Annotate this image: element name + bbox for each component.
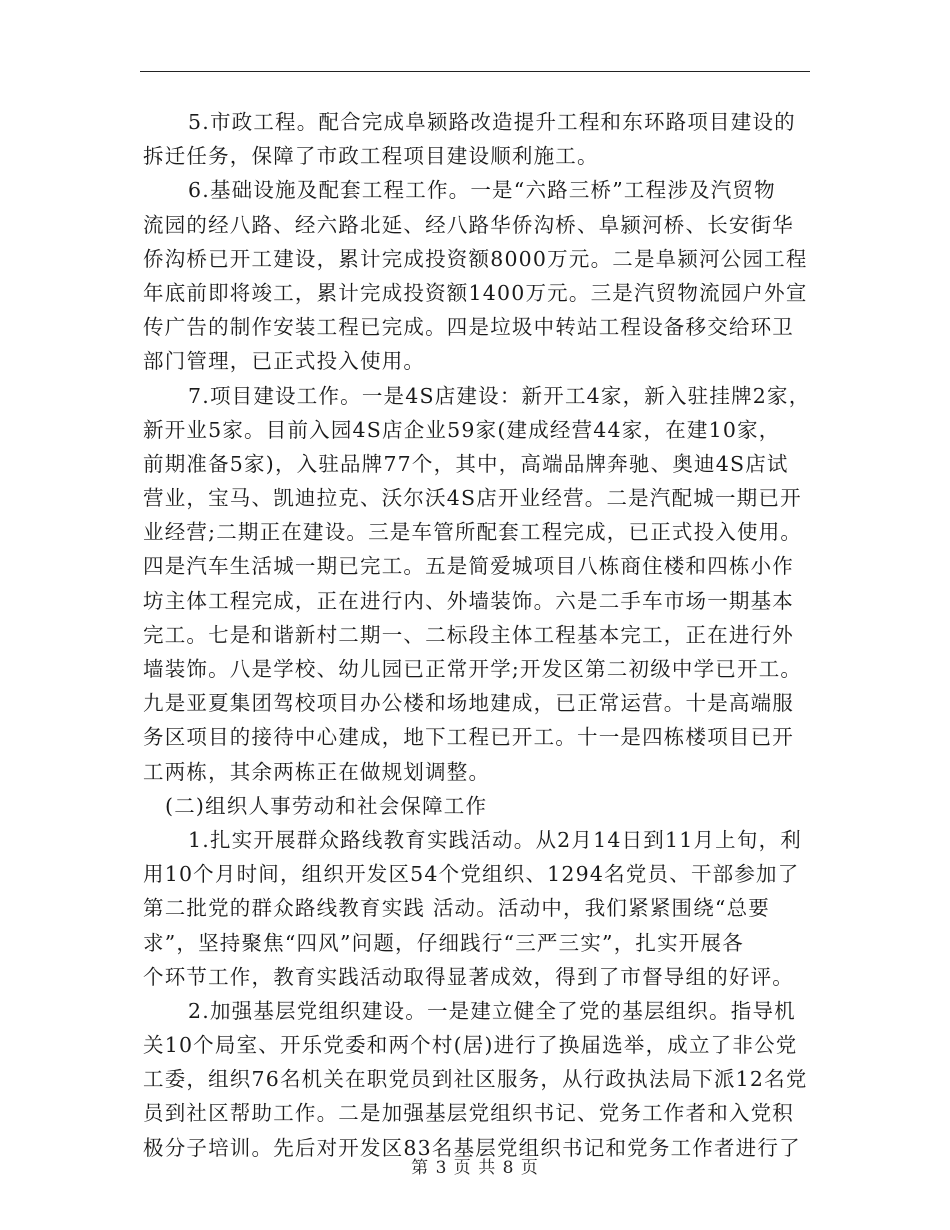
paragraph-line: 坊主体工程完成，正在进行内、外墙装饰。六是二手车市场一期基本	[143, 588, 794, 613]
paragraph-line: 营业，宝马、凯迪拉克、沃尔沃4S店开业经营。二是汽配城一期已开	[143, 486, 802, 511]
paragraph-line: 四是汽车生活城一期已完工。五是简爱城项目八栋商住楼和四栋小作	[143, 554, 794, 579]
paragraph-line: 新开业5家。目前入园4S店企业59家(建成经营44家，在建10家，	[143, 417, 781, 442]
paragraph-line: 九是亚夏集团驾校项目办公楼和场地建成，已正常运营。十是高端服	[143, 691, 794, 716]
paragraph-line: 墙装饰。八是学校、幼儿园已正常开学;开发区第二初级中学已开工。	[143, 657, 803, 681]
paragraph-line: 侨沟桥已开工建设，累计完成投资额8000万元。二是阜颍河公园工程	[143, 246, 808, 271]
paragraph-line: 员到社区帮助工作。二是加强基层党组织书记、党务工作者和入党积	[143, 1101, 794, 1126]
paragraph-line: 求”，坚持聚焦“四风”问题，仔细践行“三严三实”，扎实开展各	[143, 930, 744, 955]
paragraph-line: 用10个月时间，组织开发区54个党组织、1294名党员、干部参加了	[143, 862, 800, 887]
page-number-footer: 第 3 页 共 8 页	[411, 1158, 539, 1178]
paragraph-line: 工两栋，其余两栋正在做规划调整。	[143, 759, 491, 784]
paragraph-line: 传广告的制作安装工程已完成。四是垃圾中转站工程设备移交给环卫	[143, 315, 794, 340]
paragraph-line: 极分子培训。先后对开发区83名基层党组织书记和党务工作者进行了	[143, 1135, 801, 1160]
section-heading: (二)组织人事劳动和社会保障工作	[165, 793, 488, 818]
paragraph-line: 个环节工作，教育实践活动取得显著成效，得到了市督导组的好评。	[143, 964, 794, 989]
document-body	[143, 105, 813, 1165]
paragraph-line: 部门管理，已正式投入使用。	[143, 349, 426, 374]
paragraph-line: 1.扎实开展群众路线教育实践活动。从2月14日到11月上旬，利	[188, 827, 802, 852]
paragraph-line: 工委，组织76名机关在职党员到社区服务，从行政执法局下派12名党	[143, 1067, 808, 1092]
paragraph-line: 第二批党的群众路线教育实践 活动。活动中，我们紧紧围绕“总要	[143, 896, 770, 921]
paragraph-line: 2.加强基层党组织建设。一是建立健全了党的基层组织。指导机	[188, 998, 796, 1023]
paragraph-line: 拆迁任务，保障了市政工程项目建设顺利施工。	[143, 144, 599, 169]
paragraph-line: 5.市政工程。配合完成阜颍路改造提升工程和东环路项目建设的	[188, 110, 796, 134]
paragraph-line: 7.项目建设工作。一是4S店建设：新开工4家，新入驻挂牌2家，	[188, 383, 811, 408]
paragraph-line: 完工。七是和谐新村二期一、二标段主体工程基本完工，正在进行外	[143, 622, 794, 647]
paragraph-line: 6.基础设施及配套工程工作。一是“六路三桥”工程涉及汽贸物	[188, 178, 776, 203]
paragraph-line: 务区项目的接待中心建成，地下工程已开工。十一是四栋楼项目已开	[143, 725, 794, 750]
paragraph-line: 年底前即将竣工，累计完成投资额1400万元。三是汽贸物流园户外宣	[143, 280, 808, 305]
header-rule	[140, 71, 810, 72]
paragraph-line: 业经营;二期正在建设。三是车管所配套工程完成，已正式投入使用。	[143, 520, 803, 545]
paragraph-line: 流园的经八路、经六路北延、经八路华侨沟桥、阜颍河桥、长安街华	[143, 212, 794, 237]
paragraph-line: 前期准备5家)，入驻品牌77个，其中，高端品牌奔驰、奥迪4S店试	[143, 451, 789, 476]
paragraph-line: 关10个局室、开乐党委和两个村(居)进行了换届选举，成立了非公党	[143, 1033, 798, 1058]
